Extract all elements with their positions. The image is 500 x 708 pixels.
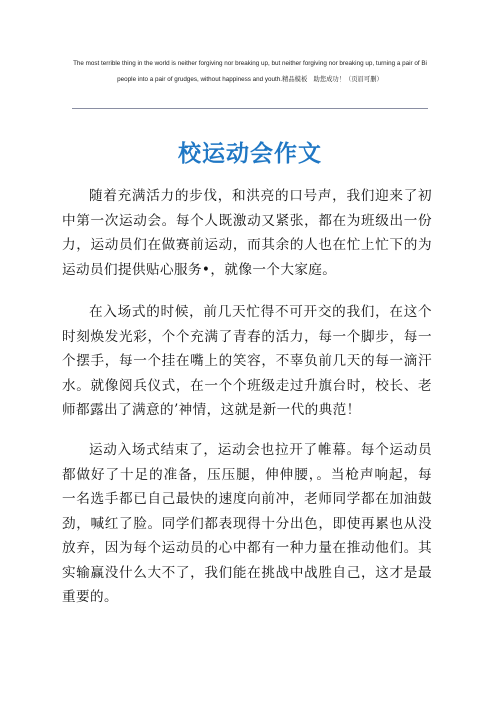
document-title: 校运动会作文	[178, 140, 322, 168]
page-header: The most terrible thing in the world is neither forgiving nor breaking up, but neither forgiving nor breaking up, turning a pair of Bi people into a pair of grudges, without happiness and youth.精品模板 助您成功！（页眉可删）	[73, 60, 427, 83]
paragraph-3: 运动入场式结束了，运动会也拉开了帷幕。每个运动员都做好了十足的准备，压压腿，伸伸腰，。当枪声响起，每一名选手都已自己最快的速度向前冲，老师同学都在加油鼓劲，喊红了脸。同学们都表现得十分出色，即使再累也从没放弃，因为每个运动员的心中都有一种力量在推动他们。其实输赢没什么大不了，我们能在挑战中战胜自己，这才是最重要的。	[62, 442, 432, 605]
header-divider	[72, 108, 428, 109]
paragraph-1: 随着充满活力的步伐，和洪亮的口号声，我们迎来了初中第一次运动会。每个人既激动又紧张，都在为班级出一份力，运动员们在做赛前运动，而其余的人也在忙上忙下的为运动员们提供贴心服务•，就像一个大家庭。	[62, 188, 432, 278]
paragraph-2: 在入场式的时候，前几天忙得不可开交的我们，在这个时刻焕发光彩，个个充满了青春的活力，每一个脚步，每一个摆手，每一个挂在嘴上的笑容，不辜负前几天的每一滴汗水。就像阅兵仪式，在一个个班级走过升旗台时，校长、老师都露出了满意的’神情，这就是新一代的典范！	[62, 304, 432, 418]
